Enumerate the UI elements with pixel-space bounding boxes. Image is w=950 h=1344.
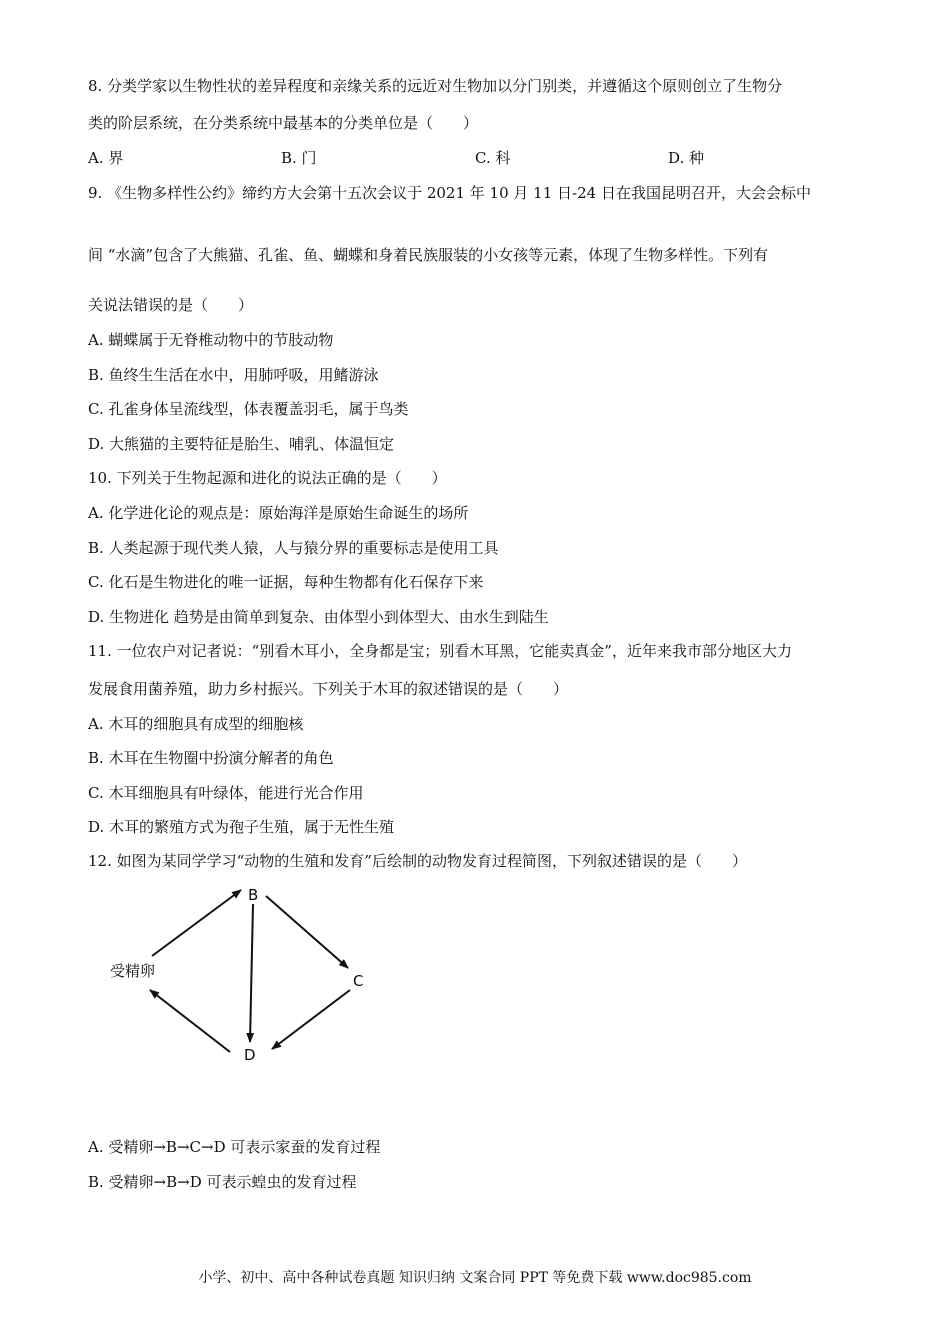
q9-option-b: B. 鱼终生生活在水中，用肺呼吸，用鳍游泳 — [88, 366, 379, 384]
q9-stem-line3: 关说法错误的是（ ） — [88, 296, 254, 314]
arrow-c-to-d — [272, 990, 350, 1049]
q10-option-b: B. 人类起源于现代类人猿，人与猿分界的重要标志是使用工具 — [88, 539, 499, 557]
q8-stem-line1: 8. 分类学家以生物性状的差异程度和亲缘关系的远近对生物加以分门别类，并遵循这个原则创立了生物分 — [88, 77, 783, 95]
q11-option-b: B. 木耳在生物圈中扮演分解者的角色 — [88, 749, 334, 767]
development-cycle-diagram — [100, 878, 390, 1078]
q12-option-a: A. 受精卵→B→C→D 可表示家蚕的发育过程 — [88, 1138, 381, 1156]
q12-option-b: B. 受精卵→B→D 可表示蝗虫的发育过程 — [88, 1173, 357, 1191]
arrow-egg-to-b — [152, 890, 241, 956]
q11-stem-line2: 发展食用菌养殖，助力乡村振兴。下列关于木耳的叙述错误的是（ ） — [88, 680, 569, 698]
q10-option-a: A. 化学进化论的观点是：原始海洋是原始生命诞生的场所 — [88, 504, 469, 522]
q10-option-d: D. 生物进化 趋势是由简单到复杂、由体型小到体型大、由水生到陆生 — [88, 608, 549, 626]
arrow-b-to-c — [266, 896, 348, 968]
q9-option-d: D. 大熊猫的主要特征是胎生、哺乳、体温恒定 — [88, 435, 395, 453]
q11-option-c: C. 木耳细胞具有叶绿体，能进行光合作用 — [88, 784, 364, 802]
node-d: D — [244, 1046, 256, 1064]
page-footer: 小学、初中、高中各种试卷真题 知识归纳 文案合同 PPT 等免费下载 www.doc985.com — [198, 1270, 752, 1286]
q10-option-c: C. 化石是生物进化的唯一证据，每种生物都有化石保存下来 — [88, 573, 484, 591]
q9-option-c: C. 孔雀身体呈流线型，体表覆盖羽毛，属于鸟类 — [88, 400, 409, 418]
q9-option-a: A. 蝴蝶属于无脊椎动物中的节肢动物 — [88, 331, 334, 349]
q12-stem: 12. 如图为某同学学习“动物的生殖和发育”后绘制的动物发育过程简图，下列叙述错误的是（ ） — [88, 852, 747, 870]
arrow-d-to-egg — [150, 990, 230, 1052]
q8-stem-line2: 类的阶层系统，在分类系统中最基本的分类单位是（ ） — [88, 114, 479, 132]
q11-option-d: D. 木耳的繁殖方式为孢子生殖，属于无性生殖 — [88, 818, 395, 836]
node-c: C — [353, 972, 364, 990]
q8-options — [88, 148, 888, 168]
q8-option-c: C. 科 — [475, 149, 511, 167]
q8-option-a: A. 界 — [88, 149, 124, 167]
arrow-b-to-d — [250, 904, 253, 1042]
node-b: B — [248, 886, 259, 904]
q11-stem-line1: 11. 一位农户对记者说：“别看木耳小，全身都是宝；别看木耳黑，它能卖真金”，近年来我市部分地区大力 — [88, 642, 792, 660]
q8-option-b: B. 门 — [281, 149, 317, 167]
q9-stem-line2: 间 “水滴”包含了大熊猫、孔雀、鱼、蝴蝶和身着民族服装的小女孩等元素，体现了生物多样性。下列有 — [88, 246, 769, 264]
q9-stem-line1: 9. 《生物多样性公约》缔约方大会第十五次会议于 2021 年 10 月 11 日-24 日在我国昆明召开，大会会标中 — [88, 184, 811, 202]
q10-stem: 10. 下列关于生物起源和进化的说法正确的是（ ） — [88, 469, 447, 487]
node-fertilized-egg: 受精卵 — [110, 962, 156, 980]
q8-option-d: D. 种 — [668, 149, 705, 167]
q11-option-a: A. 木耳的细胞具有成型的细胞核 — [88, 715, 304, 733]
